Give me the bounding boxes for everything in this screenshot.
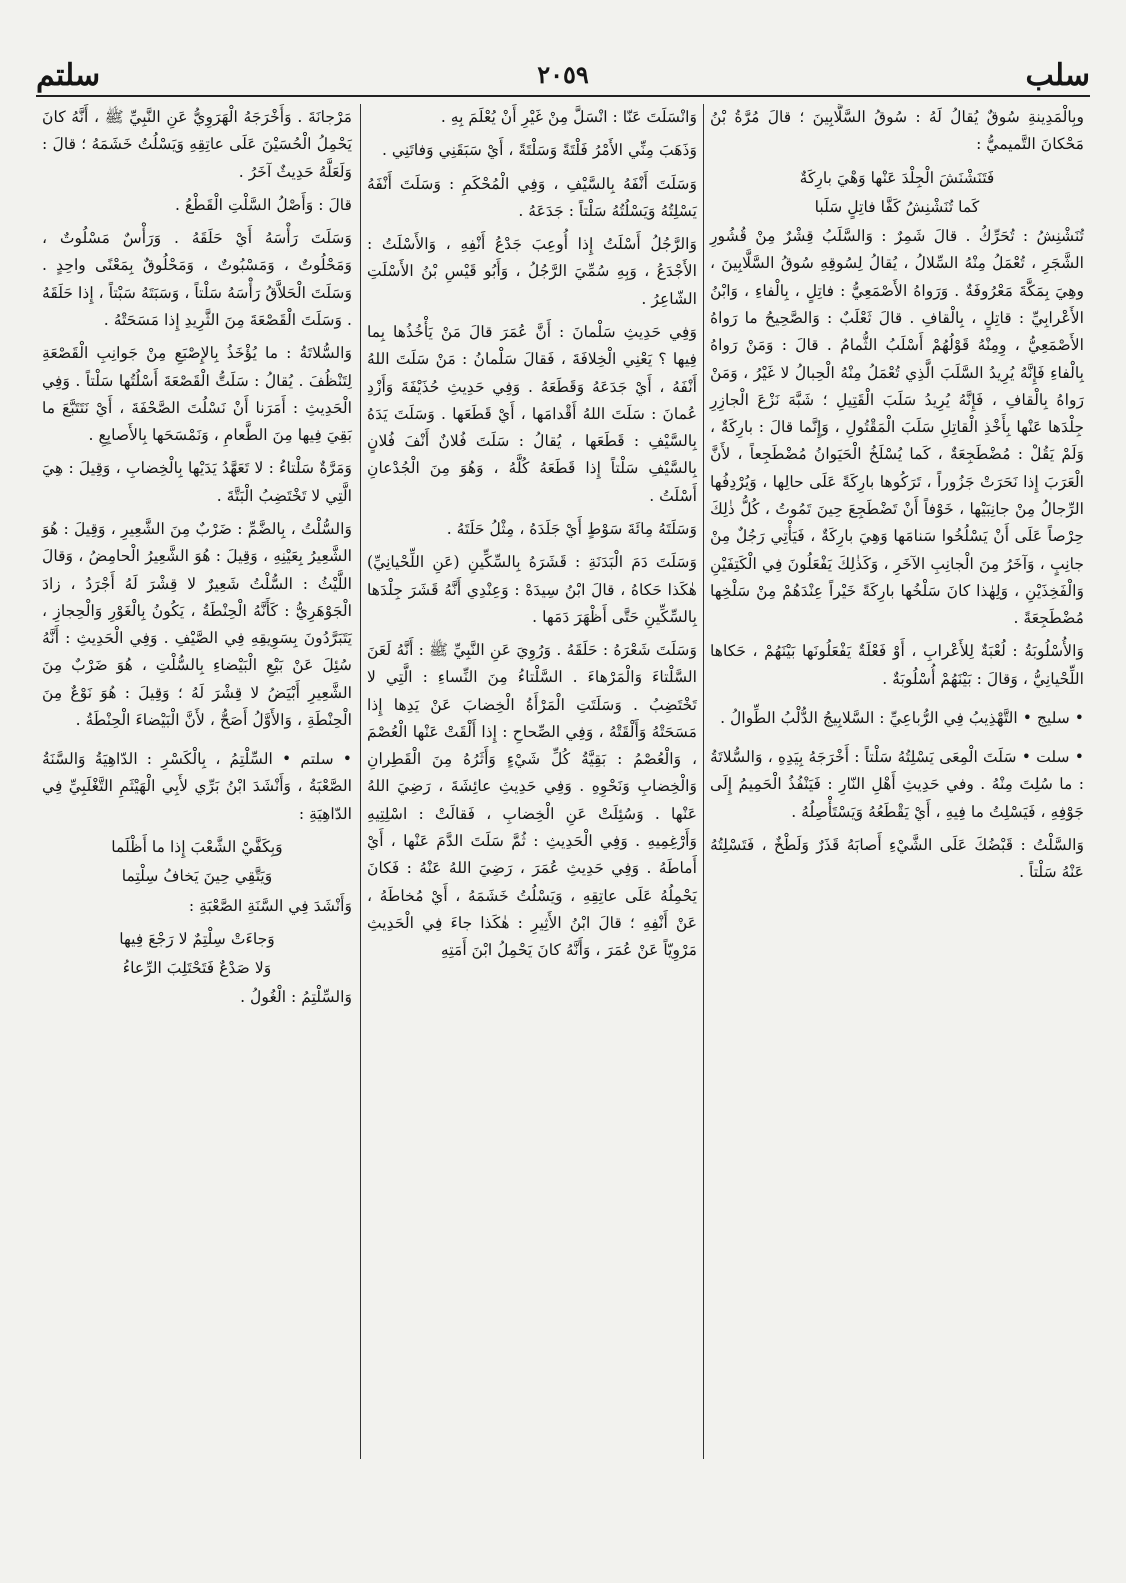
entry-headword-paragraph: • سليج • التَّهْذِيبُ فِي الرُّباعِيِّ : السَّلابِيجُ الدُّلْبُ الطِّوالُ . bbox=[720, 708, 1084, 727]
verse-line: وَلا صَدْعٌ فَتَحْتَلِبَ الرِّعاءُ bbox=[122, 959, 272, 978]
header-right-word: سلب bbox=[1025, 58, 1090, 93]
column-left bbox=[36, 104, 358, 1444]
page-number: ٢٠٥٩ bbox=[537, 60, 589, 89]
paragraph: وَفِي حَدِيثِ سَلْمانَ : أَنَّ عُمَرَ قالَ مَنْ يَأْخُذُها بِما فِيها ؟ يَعْنِي الْخِلافَةَ ، فَقالَ سَلْمانُ : مَنْ سَلَتَ اللهُ أَنْفَهُ ، أَيْ جَدَعَهُ وَقَطَعَهُ . وَفِي حَدِيثِ حُذَيْفَةَ وَأَزْدِ عُمانَ : سَلَتَ اللهُ أَقْدامَها ، أَيْ قَطَعَها . وَسَلَتَ يَدَهُ بِالسَّيْفِ : قَطَعَها ، يُقالُ : سَلَتَ فُلانٌ أَنْفَ فُلانٍ بِالسَّيْفِ سَلْتاً إِذا قَطَعَهُ كُلَّهُ ، وَهُوَ مِنَ الْجُدْعانِ أَسْلَتُ . bbox=[367, 322, 697, 505]
column-middle bbox=[361, 104, 703, 1444]
paragraph: وَالسُّلاتَةُ : ما يُؤْخَذُ بِالإِصْبَعِ مِنْ جَوانِبِ الْقَصْعَةِ لِتَنْظُفَ . يُقالُ : سَلَتُّ الْقَصْعَةَ أَسْلُتُها سَلْتاً . وَفِي الْحَدِيثِ : أَمَرَنا أَنْ نَسْلُتَ الصَّحْفَةَ ، أَيْ نَتَتَبَّعَ ما بَقِيَ فِيها مِنَ الطَّعامِ ، وَنَمْسَحَها بِالأَصابِعِ . bbox=[42, 344, 352, 445]
paragraph: تُنَشْنِشُ : تُحَرِّكُ . قالَ شَمِرٌ : وَالسَّلَبُ قِشْرٌ مِنْ قُشُورِ الشَّجَرِ ، تُعْمَلُ مِنْهُ السِّلالُ ، يُقالُ لِسُوقِهِ سُوقُ السَّلَّابِينَ ، وهِيَ بِمَكَّةَ مَعْرُوفَةٌ . وَرَواهُ الأَصْمَعِيُّ : فاتِلٍ ، بِالْفاءِ ، وَابْنُ الأَعْرابِيِّ : قاتِلٍ ، بِالْقافِ . قالَ ثَعْلَبٌ : وَالصَّحِيحُ ما رَواهُ الأَصْمَعِيُّ ، وِمِنْهُ قَوْلُهُمْ أَسْلَبُ الثُّمامُ . قالَ : وَمَنْ رَواهُ بِالْفاءِ فَإِنَّهُ يُرِيدُ السَّلَبَ الَّذِي تُعْمَلُ مِنْهُ الْحِبالُ لا غَيْرُ ، وَمَنْ رَواهُ بِالْقافِ ، فَإِنَّهُ يُرِيدُ سَلَبَ الْقَتِيلِ ؛ شَبَّهَ نَزْعَ الْجازِرِ جِلْدَها عَنْها بِأَخْذِ الْقاتِلِ سَلَبَ الْمَقْتُولِ ، وَإِنَّما قالَ : بارِكَةٌ ، وَلَمْ يَقُلْ : مُضْطَجِعَةٌ ، كَما يُسْلَخُ الْحَيَوانُ مُضْطَجِعاً ، لأَنَّ الْعَرَبَ إِذا نَحَرَتْ جَزُوراً ، تَرَكُوها بارِكَةً عَلَى حالِها ، وَيُرْدِفُها الرِّجالُ مِنْ جانِبَيْها ، خَوْفاً أَنْ تَضْطَجِعَ حِينَ تَمُوتُ ، كُلُّ ذٰلِكَ حِرْصاً عَلَى أَنْ يَسْلُخُوا سَنامَها وَهِيَ بارِكَةٌ ، فَيَأْتِي رَجُلٌ مِنْ جانِبٍ ، وَآخَرُ مِنَ الْجانِبِ الآخَرِ ، وَكَذٰلِكَ يَفْعَلُونَ فِي الْكَتِفَيْنِ وَالْفَخِذَيْنِ ، وَلِهٰذا كانَ سَلْخُها بارِكَةً خَيْراً عِنْدَهُمْ مِنْ سَلْخِها مُضْطَجِعَةً . bbox=[710, 227, 1084, 628]
paragraph: وَالأُسْلُوبَةُ : لُعْبَةٌ لِلأَعْرابِ ، أَوْ فَعْلَةٌ يَفْعَلُونَها بَيْنَهُمْ ، حَكاها اللِّحْيانِيُّ ، وَقالَ : بَيْنَهُمْ أُسْلُوبَةٌ . bbox=[710, 642, 1084, 688]
paragraph: وَسَلَتَهُ مِائَةَ سَوْطٍ أَيْ جَلَدَهُ ، مِثْلُ حَلَتَهُ . bbox=[446, 519, 697, 538]
paragraph: وَسَلَتَ رَأْسَهُ أَيْ حَلَقَهُ . وَرَأْسٌ مَسْلُوتٌ ، وَمَحْلُوتٌ ، وَمَسْبُوتٌ ، وَمَحْلُوقٌ بِمَعْنًى واحِدٍ . وَسَلَتَ الْحَلاَّقُ رَأْسَهُ سَلْتاً ، وَسَبَتَهُ سَبْتاً ، إِذا حَلَقَهُ . وَسَلَتَ الْقَصْعَةَ مِنَ الثَّرِيدِ إِذا مَسَحَتْهُ . bbox=[42, 229, 352, 329]
paragraph: وَانْسَلَتَ عَنّا : انْسَلَّ مِنْ غَيْرِ أَنْ يُعْلَمَ بِهِ . bbox=[440, 108, 697, 126]
paragraph: وَمَرَّةٌ سَلْتاءُ : لا تَعَهَّدُ يَدَيْها بِالْخِضابِ ، وَقِيلَ : هِيَ الَّتِي لا تَخْتَضِبُ الْبَتَّةَ . bbox=[42, 459, 352, 505]
paragraph: وَسَلَتَ شَعْرَهُ : حَلَقَهُ . وَرُوِيَ عَنِ النَّبِيِّ ﷺ : أَنَّهُ لَعَنَ السَّلْتاءَ وَالْمَرْهاءَ . السَّلْتاءُ مِنَ النِّساءِ : الَّتِي لا تَخْتَضِبُ . وَسَلَتَتِ الْمَرْأَةُ الْخِضابَ عَنْ يَدِها إِذا مَسَحَتْهُ وَأَلْقَتْهُ ، وَفِي الصِّحاحِ : إِذا أَلْقَتْ عَنْها الْعُصْمَ ، وَالْعُصْمُ : بَقِيَّةُ كُلِّ شَيْءٍ وَأَثَرُهُ مِنَ الْقَطِرانِ وَالْخِضابِ وَنَحْوِهِ . وَفِي حَدِيثِ عائِشَةَ ، رَضِيَ اللهُ عَنْها . وَسُئِلَتْ عَنِ الْخِضابِ ، فَقالَتْ : اسْلِتِيهِ وَأَرْغِمِيهِ . وَفِي الْحَدِيثِ : ثُمَّ سَلَتَ الدَّمَ عَنْها ، أَيْ أَماطَهُ . وَفِي حَدِيثِ عُمَرَ ، رَضِيَ اللهُ عَنْهُ : فَكانَ يَحْمِلُهُ عَلَى عاتِقِهِ ، وَيَسْلُتُ خَشَمَهُ ، أَيْ مُخاطَهُ ، عَنْ أَنْفِهِ ؛ قالَ ابْنُ الأَثِيرِ : هٰكَذا جاءَ فِي الْحَدِيثِ مَرْوِيّاً عَنْ عُمَرَ ، وَأَنَّهُ كانَ يَحْمِلُ ابْنَ أَمَتِهِ bbox=[367, 641, 697, 960]
header-left-word: سلتم bbox=[36, 58, 101, 93]
paragraph: وبِالْمَدِينةِ سُوقٌ يُقالُ لَهُ : سُوقُ السَّلَّابِينَ ؛ قالَ مُرَّةُ بْنُ مَحْكانَ التَّميميُّ : bbox=[710, 108, 1084, 154]
paragraph: مَرْجانَةَ . وَأَخْرَجَهُ الْهَرَوِيُّ عَنِ النَّبِيِّ ﷺ ، أَنَّهُ كانَ يَحْمِلُ الْحُسَيْنَ عَلَى عاتِقِهِ وَيَسْلُتُ خَشَمَهُ ؛ قالَ : وَلَعَلَّهُ حَدِيثٌ آخَرُ . bbox=[42, 108, 352, 181]
verse-line: وَبِكَفَّيْ الشَّعْبَ إِذا ما أَظْلَما bbox=[111, 838, 283, 857]
paragraph: قالَ : وَأَصْلُ السَّلْتِ الْقَطْعُ . bbox=[175, 195, 352, 214]
column-right bbox=[704, 104, 1090, 1444]
verse-line: كَما تُنَشْنِشُ كَفَّا فاتِلٍ سَلَبا bbox=[814, 197, 980, 216]
verse-line: فَتَنَشْنَشَ الْجِلْدَ عَنْها وَهْيَ بارِكَةٌ bbox=[799, 168, 995, 187]
verse-line: وَيَتَّقِي حِينَ يَخافُ سِلْتِما bbox=[121, 867, 273, 886]
paragraph: وَالسُّلْتُ ، بِالضَّمِّ : ضَرْبٌ مِنَ الشَّعِيرِ ، وَقِيلَ : هُوَ الشَّعِيرُ بِعَيْنِهِ ، وَقِيلَ : هُوَ الشَّعِيرُ الْحامِضُ ، وَقالَ اللَّيْثُ : السُّلْتُ شَعِيرٌ لا قِشْرَ لَهُ أَجْرَدُ ، زادَ الْجَوْهَرِيُّ : كَأَنَّهُ الْحِنْطَةُ ، يَكُونُ بِالْغَوْرِ وَالْحِجازِ ، يَتَبَرَّدُونَ بِسَوِيقِهِ فِي الصَّيْفِ . وَفِي الْحَدِيثِ : أَنَّهُ سُئِلَ عَنْ بَيْعِ الْبَيْضاءِ بِالسُّلْتِ ، هُوَ ضَرْبٌ مِنَ الشَّعِيرِ أَبْيَضُ لا قِشْرَ لَهُ ؛ وَقِيلَ : هُوَ نَوْعٌ مِنَ الْحِنْطَةِ ، وَالأَوَّلُ أَصَحُّ ، لأَنَّ الْبَيْضاءَ الْحِنْطَةُ . bbox=[42, 519, 352, 729]
paragraph: وَالسَّلْتُ : قَبْضُكَ عَلَى الشَّيْءِ أَصابَهُ قَذَرٌ وَلَطْخٌ ، فَتَسْلِتُهُ عَنْهُ سَلْتاً . bbox=[710, 836, 1084, 882]
paragraph: وَسَلَتَ دَمَ الْبَدَنَةِ : قَشَرَهُ بِالسِّكِّينِ (عَنِ اللِّحْيانِيِّ) هٰكَذا حَكاهُ ، قالَ ابْنُ سِيدَهْ : وَعِنْدِي أَنَّهُ قَشَرَ جِلْدَها بِالسِّكِّينِ حَتَّى أَظْهَرَ دَمَها . bbox=[367, 553, 697, 626]
entry-headword-paragraph: • سلتم • السِّلْتِمُ ، بِالْكَسْرِ : الدّاهِيَةُ وَالسَّنَةُ الصَّعْبَةُ ، وَأَنْشَدَ ابْنُ بَرِّي لأَبِي الْهَيْثَمِ التَّغْلَبِيِّ فِي الدّاهِيَةِ : bbox=[42, 750, 352, 823]
paragraph: وَالسِّلْتِمُ : الْغُولُ . bbox=[240, 988, 352, 1007]
header-rule bbox=[36, 95, 1090, 97]
page-header bbox=[36, 54, 1090, 94]
paragraph: وَأَنْشَدَ فِي السَّنَةِ الصَّعْبَةِ : bbox=[188, 896, 352, 915]
entry-headword-paragraph: • سلت • سَلَتَ الْمِعَى يَسْلِتُهُ سَلْتاً : أَخْرَجَهُ بِيَدِهِ ، وَالسُّلاتَةُ : ما سُلِتَ مِنْهُ . وفي حَدِيثِ أَهْلِ النّارِ : فَيَنْفُذُ الْحَمِيمُ إِلَى جَوْفِهِ ، فَيَسْلِتُ ما فِيهِ ، أَيْ يَقْطَعُهُ وَيَسْتَأْصِلُهُ . bbox=[710, 748, 1084, 821]
paragraph: وَالرَّجُلُ أَسْلَتُ إِذا أُوعِبَ جَدْعُ أَنْفِهِ ، وَالأَسْلَتُ : الأَجْدَعُ ، وَبِهِ سُمِّيَ الرَّجُلُ ، وَأَبُو قَيْسِ بْنُ الأَسْلَتِ الشّاعِرُ . bbox=[367, 235, 697, 308]
paragraph: وَذَهَبَ مِنِّي الأَمْرُ فَلْتَةً وَسَلْتَةً ، أَيْ سَبَقَنِي وَفاتَنِي . bbox=[381, 141, 697, 160]
verse-line: وَجاءَتْ سِلْتِمٌ لا رَجْعَ فِيها bbox=[119, 929, 275, 948]
paragraph: وَسَلَتَ أَنْفَهُ بِالسَّيْفِ ، وَفِي الْمُحْكَمِ : وَسَلَتَ أَنْفَهُ يَسْلِتُهُ وَيَسْلُتُهُ سَلْتاً : جَدَعَهُ . bbox=[367, 174, 697, 220]
